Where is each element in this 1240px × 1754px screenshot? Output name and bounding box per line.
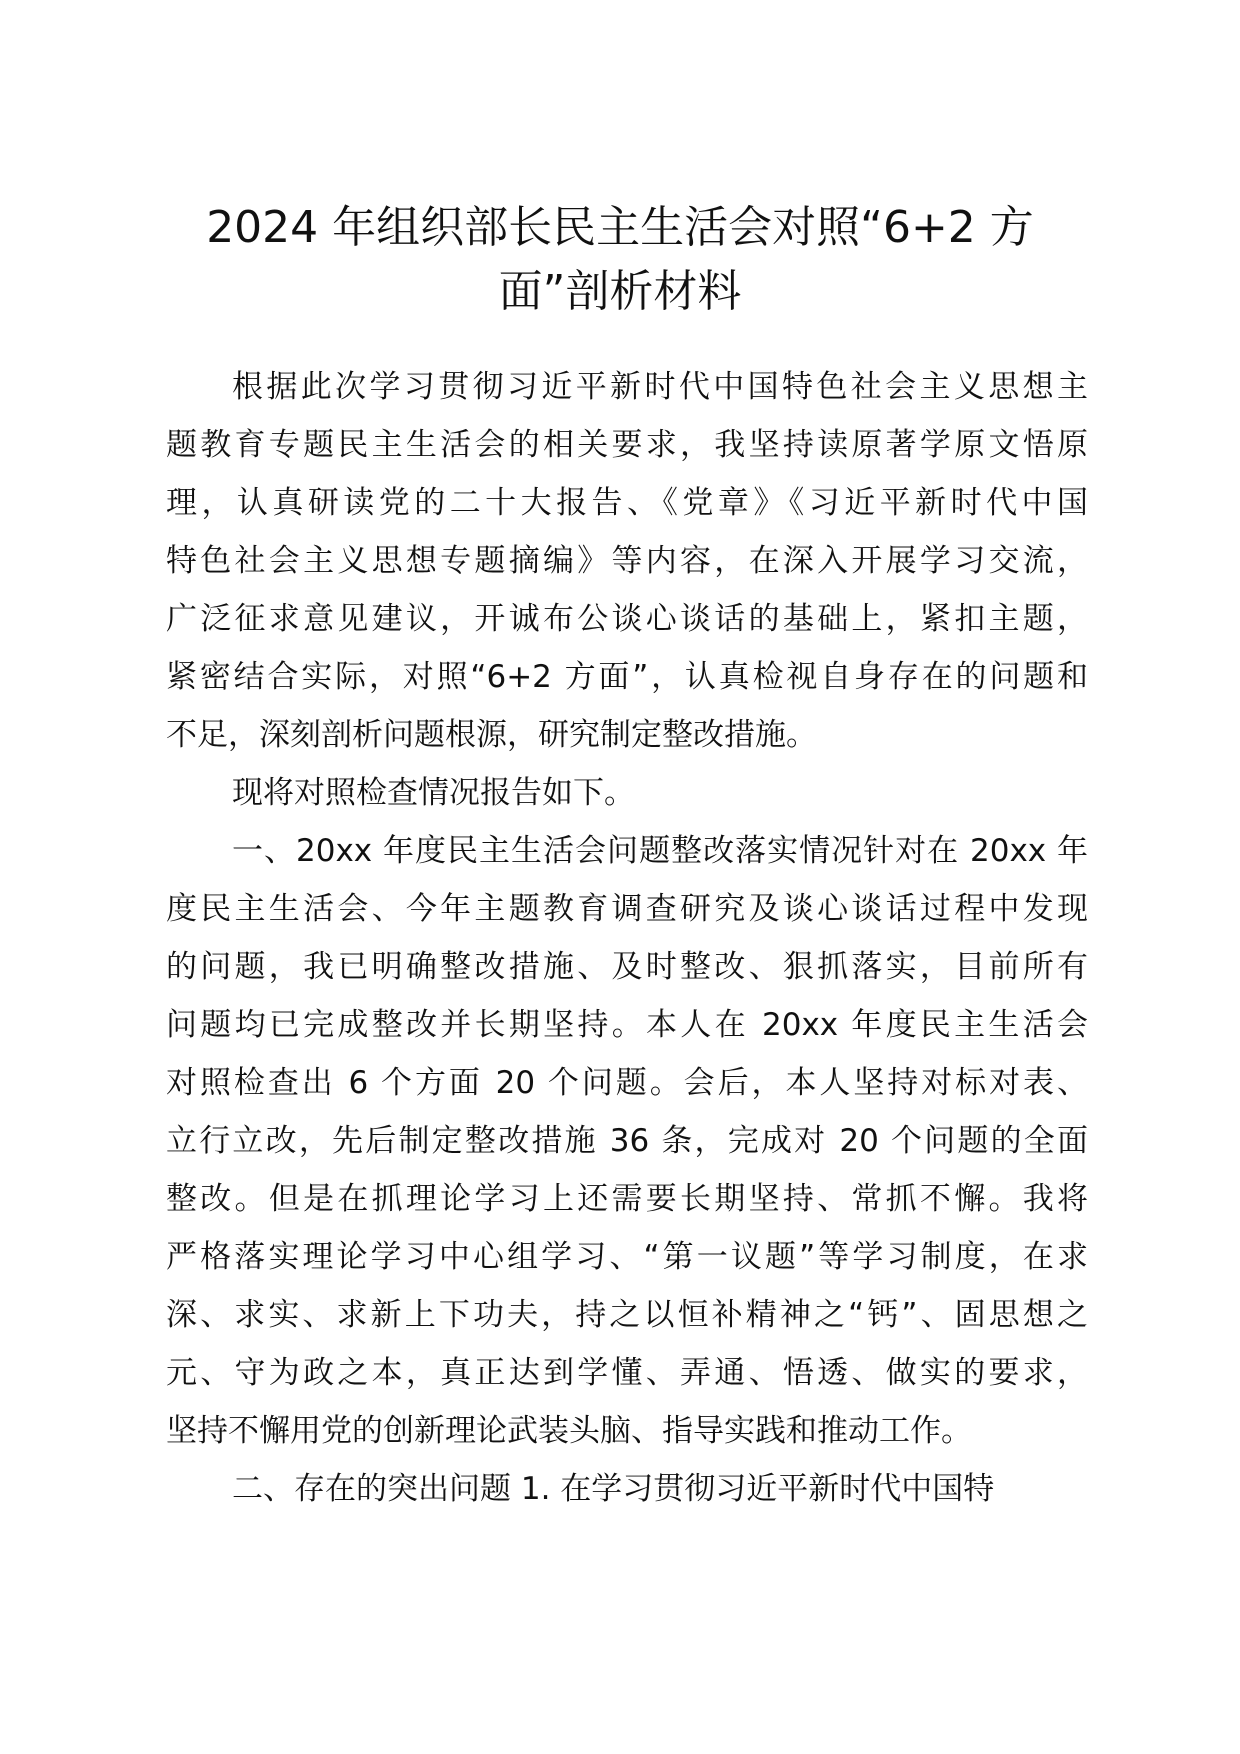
text-line: 理，认真研读党的二十大报告、《党章》《习近平新时代中国 [166, 485, 1088, 521]
title-line: 面”剖析材料 [498, 266, 742, 317]
text-line: 问题均已完成整改并长期坚持。本人在 20xx 年度民主生活会 [166, 1007, 1088, 1043]
text-line: 特色社会主义思想专题摘编》等内容，在深入开展学习交流， [166, 543, 1088, 579]
text-line: 严格落实理论学习中心组学习、“第一议题”等学习制度，在求 [166, 1239, 1088, 1275]
text-line: 根据此次学习贯彻习近平新时代中国特色社会主义思想主 [232, 369, 1088, 405]
document-body [166, 358, 1088, 1518]
text-line: 对照检查出 6 个方面 20 个问题。会后，本人坚持对标对表、 [166, 1065, 1088, 1101]
paragraph-intro [166, 358, 1088, 764]
text-line: 紧密结合实际，对照“6+2 方面”，认真检视自身存在的问题和 [166, 659, 1088, 695]
paragraph-section-one [166, 822, 1088, 1460]
text-line: 度民主生活会、今年主题教育调查研究及谈心谈话过程中发现 [166, 891, 1088, 927]
text-line: 坚持不懈用党的创新理论武装头脑、指导实践和推动工作。 [166, 1413, 972, 1449]
text-line: 二、存在的突出问题 1. 在学习贯彻习近平新时代中国特 [232, 1471, 995, 1507]
paragraph-report-intro [166, 764, 1088, 822]
text-line: 深、求实、求新上下功夫，持之以恒补精神之“钙”、固思想之 [166, 1297, 1088, 1333]
document-title [160, 196, 1080, 324]
text-line: 一、20xx 年度民主生活会问题整改落实情况针对在 20xx 年 [232, 833, 1088, 869]
text-line: 的问题，我已明确整改措施、及时整改、狠抓落实，目前所有 [166, 949, 1088, 985]
paragraph-section-two [166, 1460, 1088, 1518]
text-line: 立行立改，先后制定整改措施 36 条，完成对 20 个问题的全面 [166, 1123, 1088, 1159]
text-line: 整改。但是在抓理论学习上还需要长期坚持、常抓不懈。我将 [166, 1181, 1088, 1217]
text-line: 广泛征求意见建议，开诚布公谈心谈话的基础上，紧扣主题， [166, 601, 1088, 637]
text-line: 现将对照检查情况报告如下。 [232, 775, 635, 811]
text-line: 不足，深刻剖析问题根源，研究制定整改措施。 [166, 717, 817, 753]
text-line: 元、守为政之本，真正达到学懂、弄通、悟透、做实的要求， [166, 1355, 1088, 1391]
text-line: 题教育专题民主生活会的相关要求，我坚持读原著学原文悟原 [166, 427, 1088, 463]
title-line: 2024 年组织部长民主生活会对照“6+2 方 [206, 202, 1034, 253]
